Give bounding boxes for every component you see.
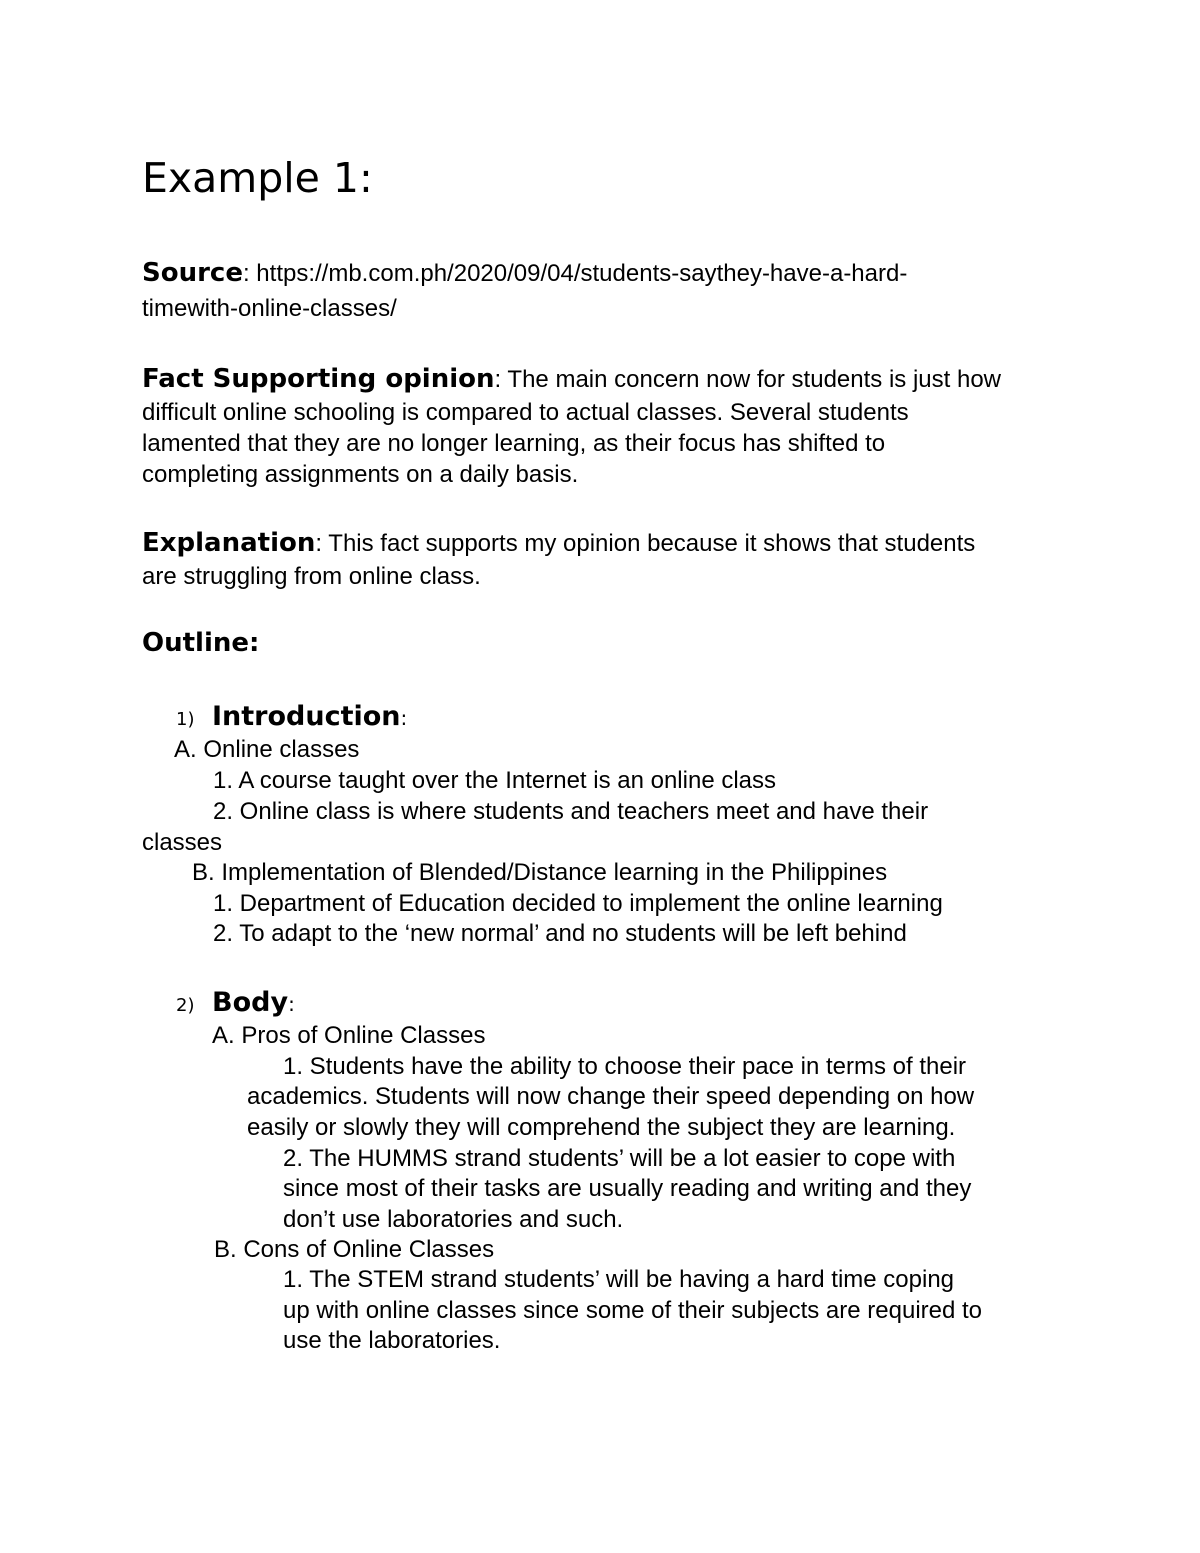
intro-colon: : [400,706,408,730]
outline-heading: Outline: [142,628,260,658]
body-colon: : [288,992,295,1016]
fact-text-4: completing assignments on a daily basis. [142,461,579,488]
source-url-part-2: timewith-online-classes/ [142,295,397,322]
fact-text-2: difficult online schooling is compared to actual classes. Several students [142,399,909,426]
source-line-1 [142,258,907,289]
fact-line-1 [142,364,1001,395]
explanation-line-1 [142,528,975,559]
intro-item-b1: 1. Department of Education decided to implement the online learning [213,890,943,917]
intro-item-a2-line-2: classes [142,829,223,856]
explanation-text-1: This fact supports my opinion because it shows that students [322,530,976,557]
intro-label: Introduction [212,701,401,732]
body-item-b1-line-3: use the laboratories. [283,1327,501,1354]
source-label: Source [142,258,243,288]
explanation-label: Explanation [142,528,316,558]
source-url-part-1: https://mb.com.ph/2020/09/04/students-saythey-have-a-hard- [249,260,908,287]
intro-item-a1: 1. A course taught over the Internet is an online class [213,767,777,794]
fact-colon: : [494,366,502,393]
body-item-b1-line-2: up with online classes since some of their subjects are required to [283,1297,983,1324]
source-colon: : [242,260,250,287]
body-item-a2-line-1: 2. The HUMMS strand students’ will be a lot easier to cope with [283,1145,956,1172]
body-item-a2-line-3: don’t use laboratories and such. [283,1206,624,1233]
intro-item-b2: 2. To adapt to the ‘new normal’ and no students will be left behind [213,920,907,947]
body-item-a1-line-2: academics. Students will now change their speed depending on how [247,1083,975,1110]
intro-item-a2-line-1: 2. Online class is where students and teachers meet and have their [213,798,929,825]
body-item-a1-line-1: 1. Students have the ability to choose their pace in terms of their [283,1053,967,1080]
fact-label: Fact Supporting opinion [142,364,495,394]
explanation-colon: : [315,530,323,557]
intro-item-a: A. Online classes [174,736,360,763]
page-title: Example 1: [142,154,373,202]
intro-heading [176,700,407,737]
intro-item-b: B. Implementation of Blended/Distance learning in the Philippines [192,859,888,886]
body-heading [176,986,295,1023]
body-item-a2-line-2: since most of their tasks are usually reading and writing and they [283,1175,972,1202]
body-item-b: B. Cons of Online Classes [214,1236,495,1263]
body-label: Body [212,987,289,1018]
fact-text-1: The main concern now for students is just how [501,366,1001,393]
fact-text-3: lamented that they are no longer learning, as their focus has shifted to [142,430,886,457]
body-number: 2) [176,995,195,1016]
body-item-a1-line-3: easily or slowly they will comprehend the subject they are learning. [247,1114,956,1141]
body-item-b1-line-1: 1. The STEM strand students’ will be having a hard time coping [283,1266,955,1293]
body-item-a: A. Pros of Online Classes [212,1022,486,1049]
explanation-text-2: are struggling from online class. [142,563,481,590]
intro-number: 1) [176,709,195,730]
